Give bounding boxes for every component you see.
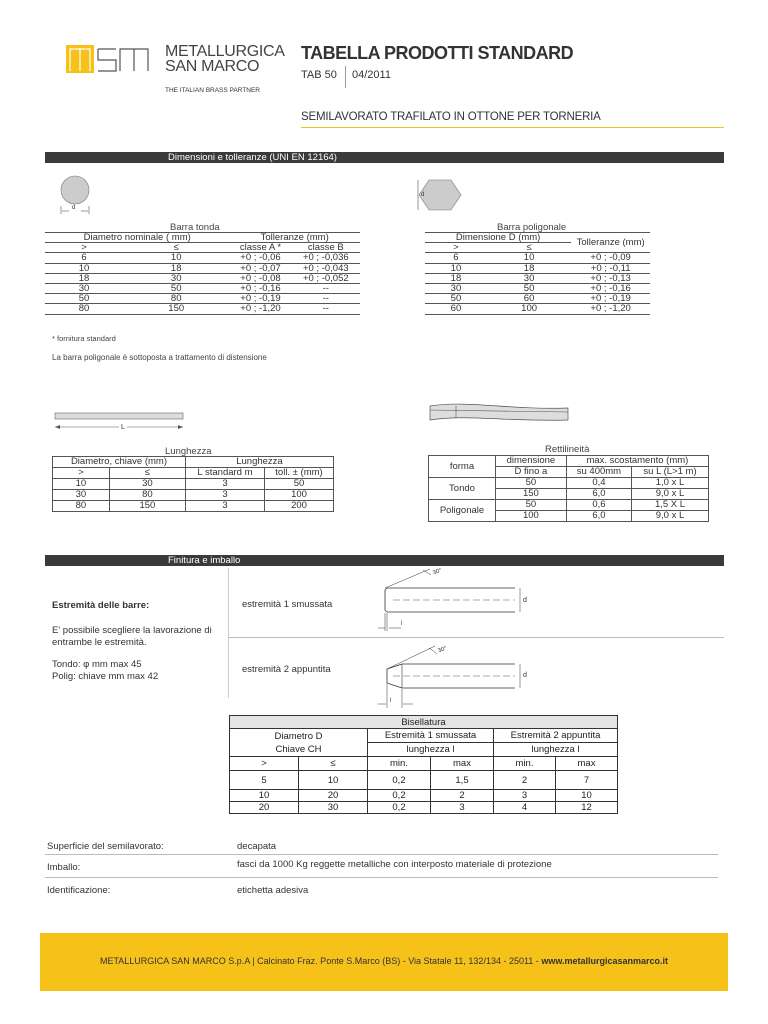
cell: 2 <box>431 790 494 802</box>
end1-angle: 30° <box>432 567 443 577</box>
footer-address: METALLURGICA SAN MARCO S.p.A | Calcinato Fraz. Ponte S.Marco (BS) - Via Statale 11, 132/134 - 25011 - <box>99 956 542 966</box>
packing-value: fasci da 1000 Kg reggette metalliche con interposto materiale di protezione <box>237 859 552 870</box>
footer-website-link[interactable]: www.metallurgicasanmarco.it <box>541 956 669 966</box>
cell: 20 <box>230 802 299 814</box>
section2-vertical-divider <box>228 568 229 698</box>
cell: 150 <box>109 501 185 512</box>
round-table-title: Barra tonda <box>170 222 220 233</box>
cell: 3 <box>185 479 264 490</box>
cell: -- <box>292 304 360 314</box>
poly-sub-1: ≤ <box>487 243 571 253</box>
cell: 50 <box>425 294 487 304</box>
cell: 0,2 <box>368 790 431 802</box>
cell: 18 <box>45 273 123 283</box>
cell: 4 <box>494 802 556 814</box>
tagline: THE ITALIAN BRASS PARTNER <box>165 87 260 94</box>
cell: +0 ; -0,13 <box>571 273 650 283</box>
bisel-h-diam <box>230 729 368 757</box>
section-heading-dimensions <box>45 152 724 163</box>
cell: 18 <box>487 263 571 273</box>
cell: +0 ; -0,16 <box>571 284 650 294</box>
end1-dim-l: l <box>401 621 403 627</box>
cell: 100 <box>265 490 334 501</box>
table-row <box>425 273 650 283</box>
cell: 50 <box>496 500 567 511</box>
table-row <box>53 501 334 512</box>
ends-title: Estremità delle barre: <box>52 600 150 611</box>
cell: +0 ; -0,07 <box>229 263 291 273</box>
poly-table-title: Barra poligonale <box>497 222 567 233</box>
cell: +0 ; -0,036 <box>292 253 360 263</box>
cell: -- <box>292 294 360 304</box>
table-row <box>425 253 650 263</box>
cell: 30 <box>45 284 123 294</box>
table-row <box>230 802 618 814</box>
straightness-table <box>428 455 709 522</box>
footer-text <box>40 956 728 966</box>
cell: +0 ; -0,08 <box>229 273 291 283</box>
round-sub-1: ≤ <box>123 243 229 253</box>
round-h-diam: Diametro nominale ( mm) <box>45 233 229 243</box>
title-divider <box>345 66 346 88</box>
bisel-h-diam2: Chiave CH <box>275 743 322 755</box>
cell: 60 <box>487 294 571 304</box>
cell: 0,2 <box>368 771 431 790</box>
length-h-len: Lunghezza <box>185 457 333 468</box>
identification-label: Identificazione: <box>47 885 111 896</box>
cell: 20 <box>299 790 368 802</box>
bisel-sub-3: max <box>431 757 494 771</box>
tab-code: TAB 50 <box>301 69 337 81</box>
cell: 2 <box>494 771 556 790</box>
cell: 12 <box>555 802 617 814</box>
bisel-sub-5: max <box>555 757 617 771</box>
table-row <box>425 263 650 273</box>
cell: 0,2 <box>368 802 431 814</box>
cell: 0,6 <box>566 500 631 511</box>
cell: +0 ; -0,16 <box>229 284 291 294</box>
table-row <box>425 284 650 294</box>
company-line-1: METALLURGICA <box>165 43 285 60</box>
cell: 30 <box>123 273 229 283</box>
table-row <box>45 284 360 294</box>
table-row <box>45 304 360 314</box>
cell: 100 <box>487 304 571 314</box>
cell: 30 <box>53 490 110 501</box>
cell: 1,5 <box>431 771 494 790</box>
table-row <box>425 294 650 304</box>
cell: 9,0 x L <box>632 511 709 522</box>
cell: 30 <box>299 802 368 814</box>
note-polygonal-bar: La barra poligonale è sottoposta a trattamento di distensione <box>52 353 267 362</box>
straight-forma-1: Poligonale <box>429 500 496 522</box>
cell: 80 <box>53 501 110 512</box>
cell: 10 <box>487 253 571 263</box>
cell: 18 <box>425 273 487 283</box>
table-row <box>45 253 360 263</box>
bisel-h-len1: lunghezza l <box>368 743 494 757</box>
section-heading-dimensions-text: Dimensioni e tolleranze (UNI EN 12164) <box>168 152 337 163</box>
cell: 10 <box>555 790 617 802</box>
section-heading-finish-text: Finitura e imballo <box>168 555 241 566</box>
bisel-sub-1: ≤ <box>299 757 368 771</box>
section2-divider <box>228 637 724 638</box>
straightness-table-title: Rettilineità <box>545 444 590 455</box>
cell: 50 <box>45 294 123 304</box>
cell: 9,0 x L <box>632 489 709 500</box>
round-bar-table <box>45 232 360 315</box>
cell: +0 ; -0,19 <box>229 294 291 304</box>
straight-h-forma: forma <box>429 456 496 478</box>
cell: 150 <box>496 489 567 500</box>
cell: +0 ; -1,20 <box>571 304 650 314</box>
end2-dim-l: l <box>390 698 392 704</box>
length-sub-2: L standard m <box>185 468 264 479</box>
bisel-sub-2: min. <box>368 757 431 771</box>
length-table-title: Lunghezza <box>165 446 212 457</box>
cell: +0 ; -0,043 <box>292 263 360 273</box>
end1-dim-d: d <box>523 597 527 604</box>
cell: 10 <box>123 253 229 263</box>
chamfer-table <box>229 715 618 814</box>
cell: 10 <box>45 263 123 273</box>
poly-bar-table <box>425 232 650 315</box>
bisel-h-end2: Estremità 2 appuntita <box>494 729 618 743</box>
hex-bar-dim-label: d <box>421 192 425 198</box>
cell: 100 <box>496 511 567 522</box>
table-row <box>429 500 709 511</box>
straight-forma-0: Tondo <box>429 478 496 500</box>
cell: 80 <box>45 304 123 314</box>
cell: 200 <box>265 501 334 512</box>
straightness-figure <box>428 402 570 426</box>
surface-value: decapata <box>237 841 277 852</box>
bisel-sub-4: min. <box>494 757 556 771</box>
cell: 30 <box>487 273 571 283</box>
cell: 30 <box>425 284 487 294</box>
round-h-toll: Tolleranze (mm) <box>229 233 360 243</box>
cell: 18 <box>123 263 229 273</box>
info-divider-1 <box>45 854 718 855</box>
cell: 50 <box>487 284 571 294</box>
end2-label: estremità 2 appuntita <box>242 664 331 675</box>
cell: 1,5 X L <box>632 500 709 511</box>
table-row <box>230 790 618 802</box>
surface-label: Superficie del semilavorato: <box>47 841 164 852</box>
cell: +0 ; -0,09 <box>571 253 650 263</box>
page-title: TABELLA PRODOTTI STANDARD <box>301 43 574 63</box>
table-row <box>53 490 334 501</box>
subtitle-underline <box>301 127 724 128</box>
cell: 50 <box>123 284 229 294</box>
cell: 3 <box>185 501 264 512</box>
cell: 3 <box>185 490 264 501</box>
cell: 10 <box>230 790 299 802</box>
cell: 6 <box>425 253 487 263</box>
polygonal-max-text: Polig: chiave mm max 42 <box>52 671 159 682</box>
cell: 50 <box>496 478 567 489</box>
table-row <box>45 273 360 283</box>
length-sub-3: toll. ± (mm) <box>265 468 334 479</box>
cell: 6 <box>45 253 123 263</box>
table-row <box>429 478 709 489</box>
company-name <box>165 44 285 74</box>
round-max-text: Tondo: φ mm max 45 <box>52 659 142 670</box>
cell: +0 ; -0,052 <box>292 273 360 283</box>
bisel-sub-0: > <box>230 757 299 771</box>
document-subtitle: SEMILAVORATO TRAFILATO IN OTTONE PER TORNERIA <box>301 111 601 123</box>
cell: +0 ; -0,06 <box>229 253 291 263</box>
cell: 60 <box>425 304 487 314</box>
cell: +0 ; -1,20 <box>229 304 291 314</box>
chamfered-end-drawing <box>375 565 535 637</box>
bisel-h-diam1: Diametro D <box>274 730 323 742</box>
straight-h-400: su 400mm <box>566 467 631 478</box>
straight-h-dim1: dimensione <box>496 456 567 467</box>
poly-sub-0: > <box>425 243 487 253</box>
cell: 150 <box>123 304 229 314</box>
cell: 50 <box>265 479 334 490</box>
cell: 0,4 <box>566 478 631 489</box>
bisel-h-len2: lunghezza l <box>494 743 618 757</box>
cell: 10 <box>425 263 487 273</box>
end2-dim-d: d <box>523 672 527 679</box>
straight-h-max: max. scostamento (mm) <box>566 456 708 467</box>
cell: 6,0 <box>566 511 631 522</box>
straight-h-dim2: D fino a <box>496 467 567 478</box>
identification-value: etichetta adesiva <box>237 885 309 896</box>
cell: 6,0 <box>566 489 631 500</box>
cell: 3 <box>494 790 556 802</box>
cell: 7 <box>555 771 617 790</box>
table-row <box>53 479 334 490</box>
cell: 10 <box>299 771 368 790</box>
table-row <box>45 294 360 304</box>
bar-length-label: L <box>121 424 125 431</box>
table-row <box>45 263 360 273</box>
round-bar-dim-label: d <box>72 205 76 211</box>
bisel-title: Bisellatura <box>230 716 618 729</box>
company-line-2: SAN MARCO <box>165 58 260 75</box>
pointed-end-drawing <box>375 640 535 712</box>
poly-h-dim: Dimensione D (mm) <box>425 233 571 243</box>
round-sub-3: classe B <box>292 243 360 253</box>
table-row <box>425 304 650 314</box>
length-sub-1: ≤ <box>109 468 185 479</box>
length-table <box>52 456 334 512</box>
length-sub-0: > <box>53 468 110 479</box>
packing-label: Imballo: <box>47 862 81 873</box>
cell: 10 <box>53 479 110 490</box>
cell: +0 ; -0,19 <box>571 294 650 304</box>
bisel-h-end1: Estremità 1 smussata <box>368 729 494 743</box>
cell: -- <box>292 284 360 294</box>
poly-h-toll: Tolleranze (mm) <box>571 233 650 253</box>
end1-label: estremità 1 smussata <box>242 599 333 610</box>
logo <box>66 45 152 73</box>
cell: +0 ; -0,11 <box>571 263 650 273</box>
round-sub-2: classe A * <box>229 243 291 253</box>
round-sub-0: > <box>45 243 123 253</box>
length-h-diam: Diametro, chiave (mm) <box>53 457 186 468</box>
cell: 80 <box>123 294 229 304</box>
info-divider-2 <box>45 877 718 878</box>
cell: 30 <box>109 479 185 490</box>
document-date: 04/2011 <box>352 69 391 81</box>
cell: 80 <box>109 490 185 501</box>
straight-h-L: su L (L>1 m) <box>632 467 709 478</box>
note-standard-supply: * fornitura standard <box>52 334 116 343</box>
cell: 3 <box>431 802 494 814</box>
end2-angle: 30° <box>437 645 448 655</box>
ends-description: E' possibile scegliere la lavorazione di entrambe le estremità. <box>52 625 212 648</box>
cell: 5 <box>230 771 299 790</box>
table-row <box>230 771 618 790</box>
cell: 1,0 x L <box>632 478 709 489</box>
